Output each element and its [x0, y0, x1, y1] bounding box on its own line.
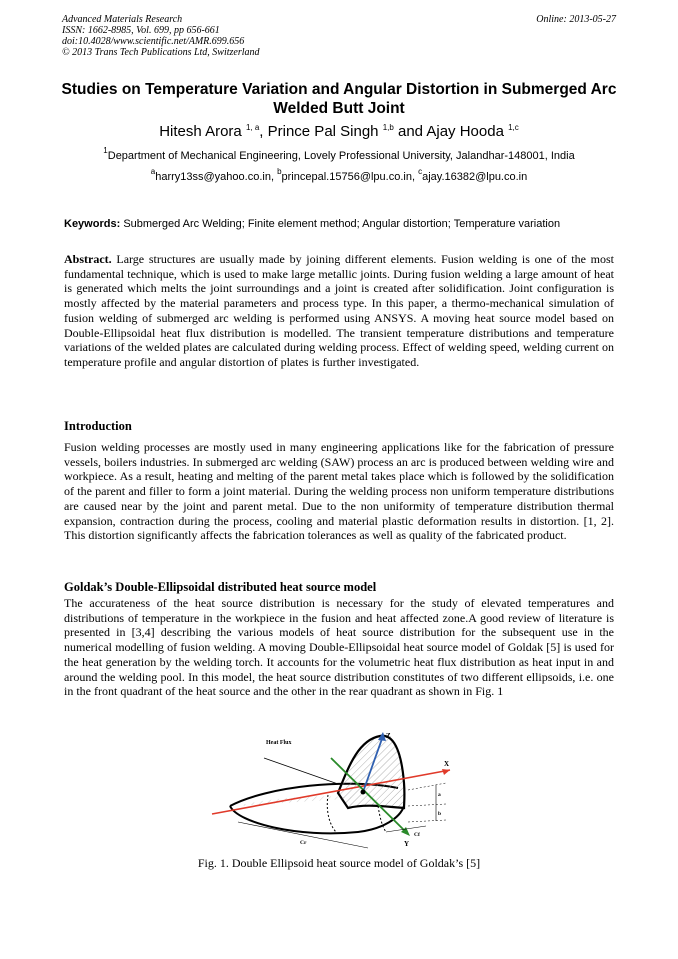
author-superscript: 1,c	[508, 123, 519, 132]
email-superscript: c	[418, 167, 423, 176]
figure-label-b: b	[438, 811, 442, 817]
email-link[interactable]: harry13ss@yahoo.co.in	[155, 171, 271, 183]
journal-doi[interactable]: doi:10.4028/www.scientific.net/AMR.699.656	[62, 36, 245, 47]
author-separator: and	[393, 123, 427, 140]
affiliation-superscript: 1	[103, 146, 108, 155]
ellipsoid-section-dashed	[327, 795, 336, 832]
figure-label-cf: Cf	[414, 832, 420, 838]
author-name: Ajay Hooda	[426, 123, 504, 140]
heat-flux-leader	[264, 758, 338, 784]
affiliation-text: Department of Mechanical Engineering, Lovely Professional University, Jalandhar-148001, India	[107, 150, 575, 162]
email-superscript: b	[277, 167, 282, 176]
keywords-text: Submerged Arc Welding; Finite element method; Angular distortion; Temperature variation	[123, 218, 561, 230]
email-separator: ,	[411, 171, 419, 183]
section-heading-introduction: Introduction	[64, 419, 132, 433]
affiliation	[40, 146, 638, 163]
figure-label-y: Y	[404, 840, 410, 848]
keywords	[64, 217, 614, 232]
section-heading-goldak: Goldak’s Double-Ellipsoidal distributed heat source model	[64, 580, 377, 594]
ellipsoid-bottom-outline	[230, 806, 404, 833]
email-separator: ,	[270, 171, 278, 183]
online-date: Online: 2013-05-27	[536, 14, 616, 25]
author-superscript: 1,b	[382, 123, 394, 132]
author-name: Prince Pal Singh	[267, 123, 379, 140]
figure-label-z: Z	[386, 732, 391, 740]
author-name: Hitesh Arora	[159, 123, 242, 140]
dimension-line	[408, 783, 446, 790]
author-list	[40, 123, 638, 141]
email-link[interactable]: princepal.15756@lpu.co.in	[281, 171, 412, 183]
journal-issn: ISSN: 1662-8985, Vol. 699, pp 656-661	[62, 25, 220, 36]
heat-source-origin	[361, 790, 366, 795]
double-ellipsoid-figure	[208, 728, 478, 852]
abstract-label: Abstract.	[64, 252, 112, 266]
email-superscript: a	[150, 167, 156, 176]
dimension-line	[408, 820, 446, 822]
author-separator: ,	[259, 123, 268, 140]
goldak-paragraph: The accurateness of the heat source distribution is necessary for the study of elevated temperatures and distributions of temperature in the workpiece in the fusion and heat affected zone.A good review of literature is presented in [3,4] describing the various models of heat source distribution for the subsequent use in the numerical modelling of fusion welding. A moving Double-Ellipsoidal heat source model of Goldak [5] is used for the heat generation by the welding torch. It accounts for the volumetric heat flux distribution as heat input in and around the welding pool. In this model, the heat source distribution constitutes of two different ellipsoids, i.e. one in the front quadrant of the heat source and the other in the rear quadrant as shown in Fig. 1	[64, 596, 614, 699]
author-superscript: 1, a	[245, 123, 260, 132]
abstract	[64, 252, 614, 370]
journal-copyright: © 2013 Trans Tech Publications Ltd, Switzerland	[62, 47, 260, 58]
dimension-line	[408, 804, 446, 806]
figure-label-x: X	[444, 760, 450, 768]
paper-title: Studies on Temperature Variation and Angular Distortion in Submerged Arc Welded Butt Joint	[61, 81, 617, 117]
keywords-label: Keywords:	[64, 218, 121, 230]
figure-label-cr: Cr	[300, 840, 307, 846]
figure-label-heat-flux: Heat Flux	[266, 740, 292, 746]
x-axis-line	[212, 770, 450, 814]
email-link[interactable]: ajay.16382@lpu.co.in	[422, 171, 528, 183]
figure-label-a: a	[438, 792, 441, 798]
x-axis-arrow	[442, 769, 450, 775]
journal-name: Advanced Materials Research	[62, 14, 183, 25]
figure-caption: Fig. 1. Double Ellipsoid heat source model of Goldak’s [5]	[197, 856, 481, 870]
journal-header	[62, 14, 618, 58]
introduction-paragraph: Fusion welding processes are mostly used in many engineering applications like for the fabrication of pressure vessels, boilers industries. In submerged arc welding (SAW) process an arc is produced between welding wire and workpiece. As a result, heating and melting of the parent metal takes place which is followed by the solidification of the parent and filler to form a joint material. During the welding process non uniform temperature distributions are caused near by the joint and parent metal. Due to the non uniformity of temperature distribution thermal expansion, contraction during the process, cooling and material plastic deformation results in distortion. [1, 2]. This distortion significantly affects the fabrication tolerances as well as quality of the fabricated product.	[64, 440, 614, 543]
email-list	[40, 167, 638, 184]
abstract-text: Large structures are usually made by joining different elements. Fusion welding is one of the most fundamental technique, which is used to make large metallic joints. During fusion welding a large amount of heat is generated which melts the joint surroundings and a joint is created after solidification. Joint configuration is mostly affected by the material parameters and process type. In this paper, a thermo-mechanical simulation of fusion welding of submerged arc welding is performed using ANSYS. A moving heat source model based on Double-Ellipsoidal heat flux distribution is modelled. The transient temperature distributions and temperature variations of the welded plates are calculated during welding process. Effect of welding speed, welding current on temperature profile and angular distortion of plates is further investigated.	[64, 252, 614, 369]
